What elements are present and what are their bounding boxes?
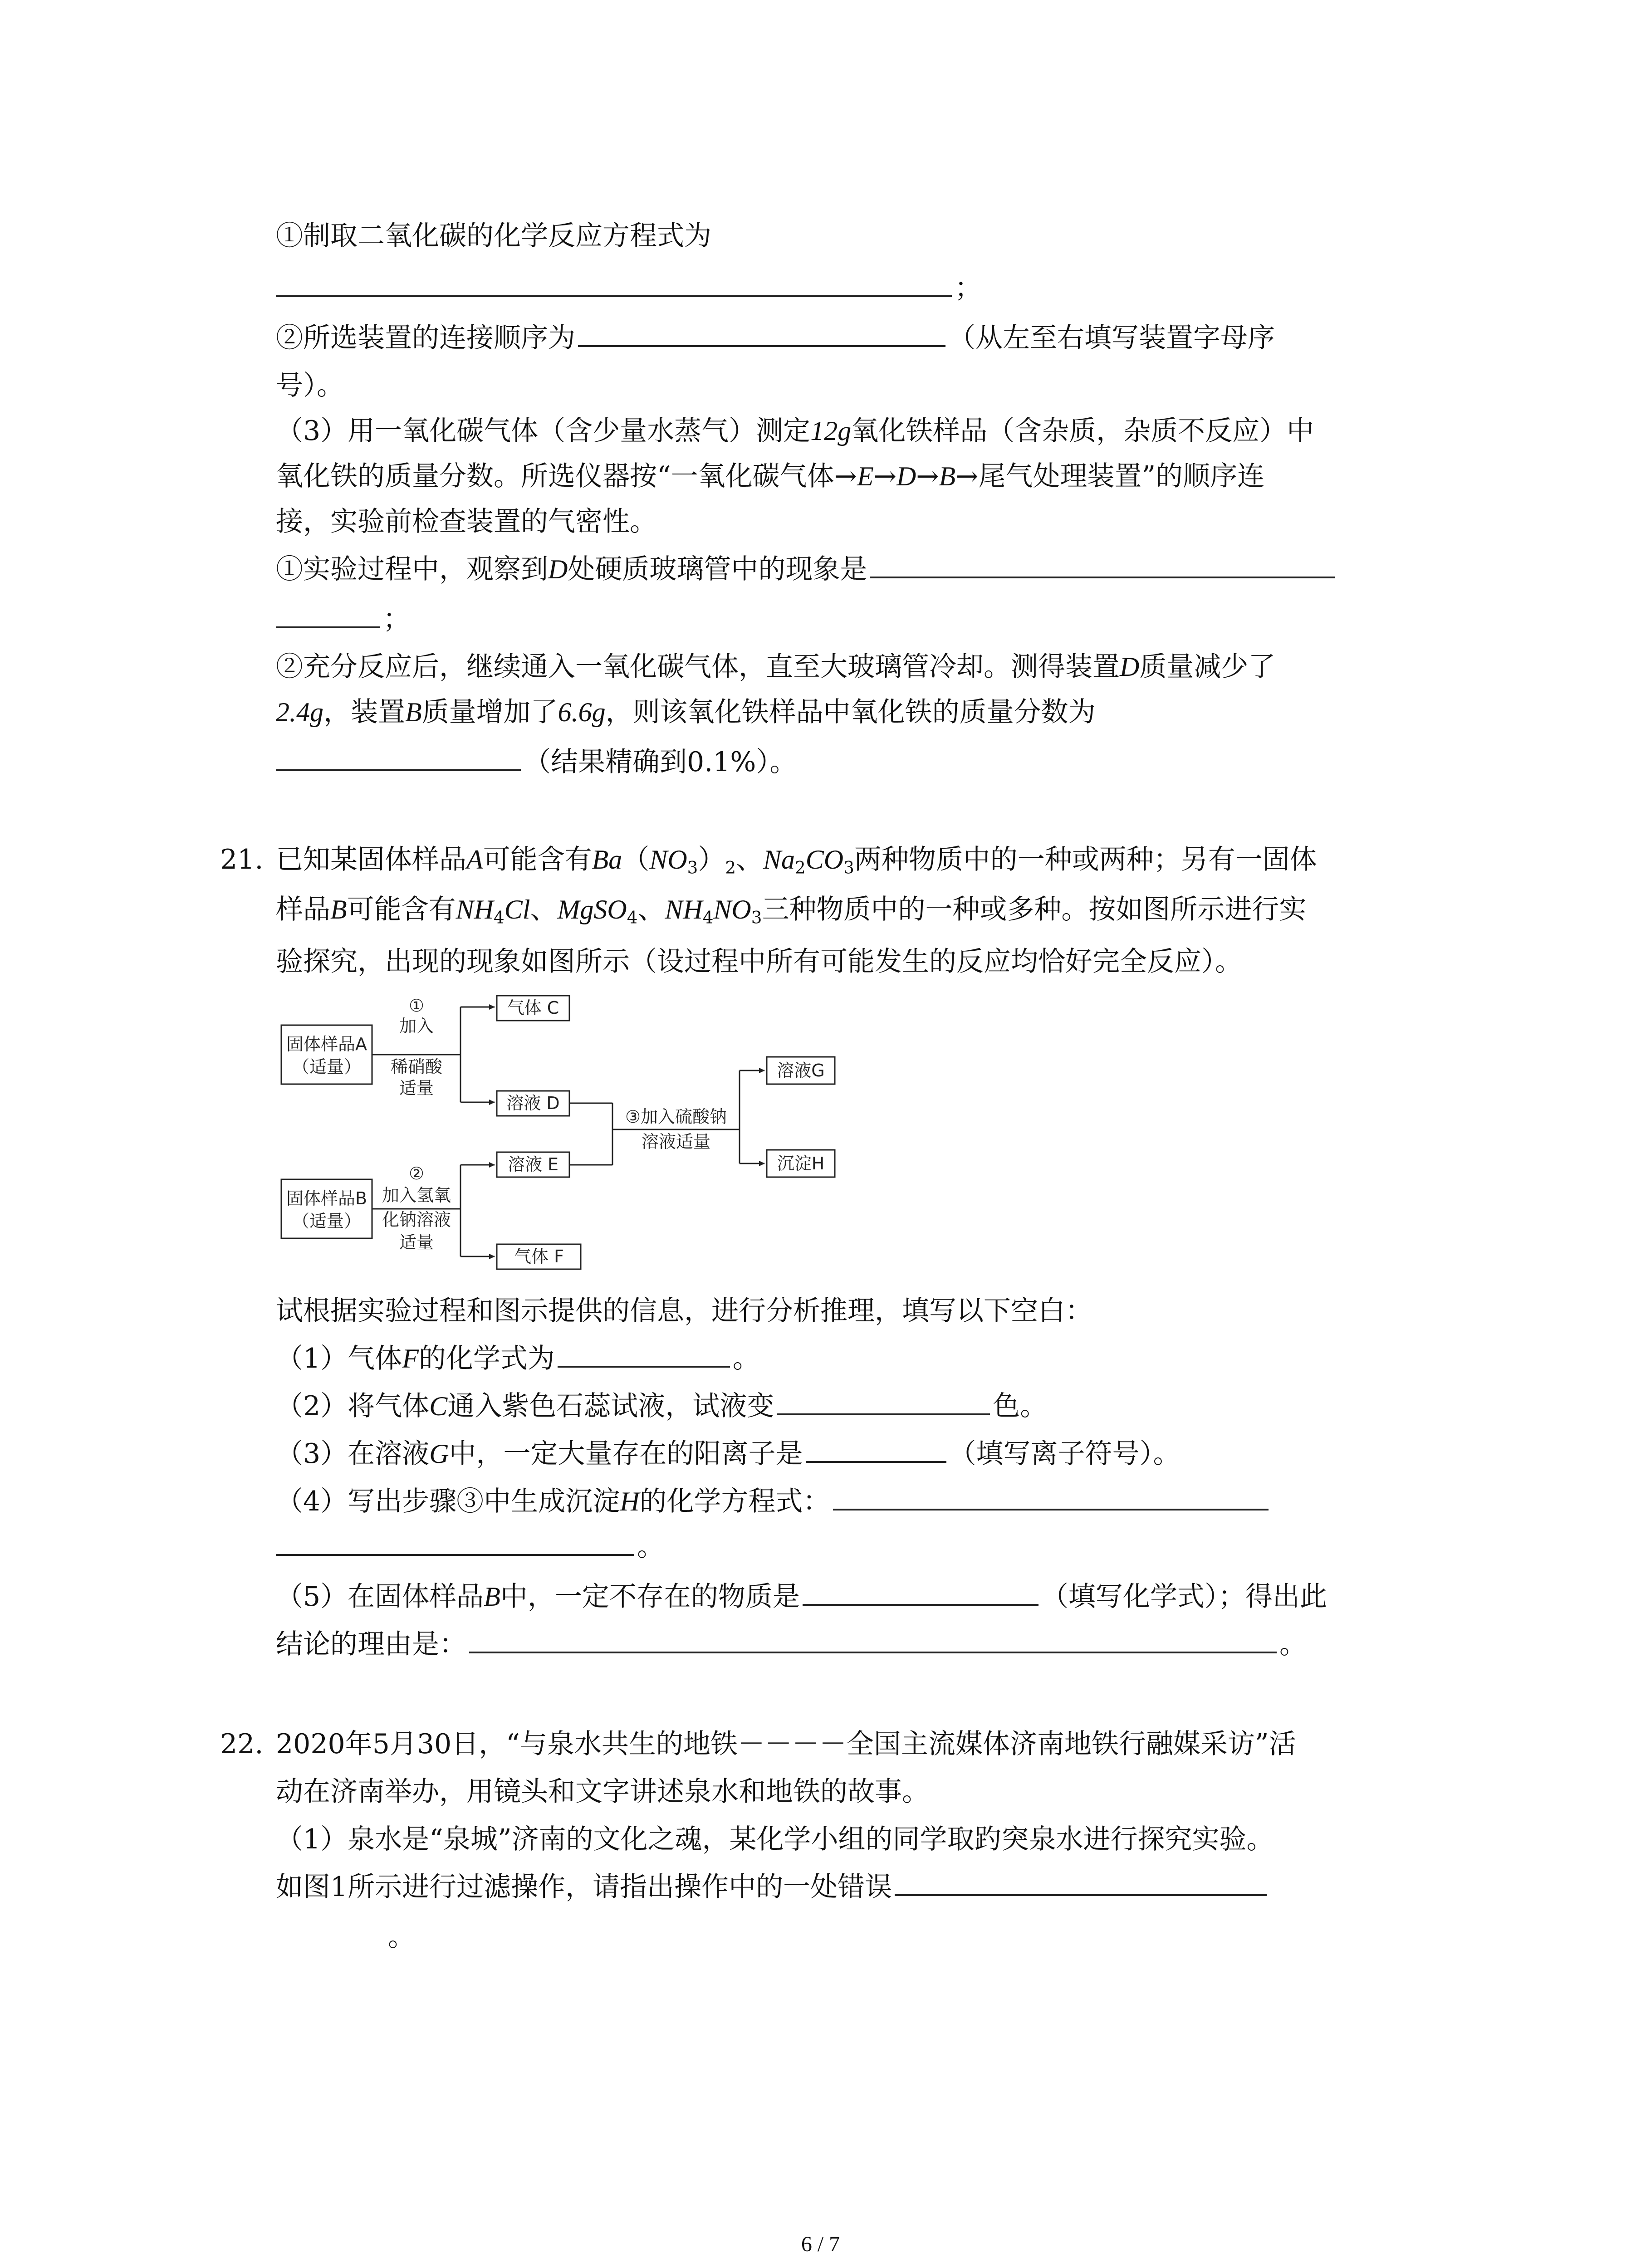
q21-part-2: （2）将气体C通入紫色石蕊试液，试液变 色。 xyxy=(276,1390,1048,1422)
q21-part-5: （5）在固体样品B中，一定不存在的物质是 （填写化学式）；得出此 xyxy=(276,1581,1327,1613)
step3-label-1: ③加入硫酸钠 xyxy=(625,1107,727,1127)
answer-blank-phenomenon-cont[interactable] xyxy=(276,626,380,628)
q22-line-3: （1）泉水是“泉城”济南的文化之魂，某化学小组的同学取趵突泉水进行探究实验。 xyxy=(276,1823,1274,1855)
q21-part-4-cont: 。 xyxy=(276,1533,664,1560)
q21-part-3: （3）在溶液G中，一定大量存在的阳离子是 （填写离子符号）。 xyxy=(276,1438,1181,1470)
gas-c-label: 气体 C xyxy=(507,998,559,1018)
step2-label-3: 化钠溶液 xyxy=(382,1210,451,1230)
q20-line-9: ； xyxy=(276,606,410,633)
solution-e-label: 溶液 E xyxy=(507,1154,559,1174)
answer-blank-equation[interactable] xyxy=(276,295,952,297)
precipitate-h-label: 沉淀H xyxy=(777,1154,825,1173)
q20-line-3: ②所选装置的连接顺序为 （从左至右填写装置字母序 xyxy=(276,322,1275,354)
sample-b-label-2: （适量） xyxy=(292,1211,362,1231)
answer-blank-absent-substance[interactable] xyxy=(803,1603,1038,1606)
step2-label-4: 适量 xyxy=(399,1232,434,1252)
solution-g-label: 溶液G xyxy=(777,1061,825,1080)
q21-part-5-reason: 结论的理由是： 。 xyxy=(276,1628,1307,1660)
experiment-flow-diagram xyxy=(272,993,916,1284)
step1-label-1: ① xyxy=(408,996,425,1016)
answer-blank-cation[interactable] xyxy=(806,1461,946,1463)
answer-blank-equation-h[interactable] xyxy=(833,1508,1269,1510)
q20-line-8: ①实验过程中，观察到D处硬质玻璃管中的现象是 xyxy=(276,556,1337,583)
sample-a-label-2: （适量） xyxy=(292,1057,362,1077)
answer-blank-gas-f[interactable] xyxy=(558,1365,730,1368)
step2-label-2: 加入氢氧 xyxy=(382,1185,451,1205)
q20-line-10: ②充分反应后，继续通入一氧化碳气体，直至大玻璃管冷却。测得装置D质量减少了 xyxy=(276,651,1276,683)
q20-line-2: ； xyxy=(276,274,982,302)
sample-a-label-1: 固体样品A xyxy=(286,1034,367,1054)
q20-line-7: 接，实验前检查装置的气密性。 xyxy=(276,506,657,538)
q21-part-1: （1）气体F的化学式为 。 xyxy=(276,1343,760,1374)
question-number: 21. xyxy=(220,844,264,875)
q21-line-1: 21. 已知某固体样品A可能含有$Ba(NO_3)_2$、$Na_2CO_3$两种物质中的一种或两种；另有一固体 xyxy=(220,844,1317,878)
answer-blank-color[interactable] xyxy=(777,1413,990,1415)
step1-label-2: 加入 xyxy=(399,1016,434,1036)
step1-label-4: 适量 xyxy=(399,1078,434,1098)
page-number: 6 / 7 xyxy=(801,2232,840,2256)
answer-blank-reason[interactable] xyxy=(469,1651,1277,1653)
q21-part-4: （4）写出步骤③中生成沉淀H的化学方程式： xyxy=(276,1488,1271,1515)
q20-line-1: ①制取二氧化碳的化学反应方程式为 xyxy=(276,220,711,252)
q20-line-4: 号）。 xyxy=(276,370,344,401)
q21-line-3: 验探究，出现的现象如图所示（设过程中所有可能发生的反应均恰好完全反应）。 xyxy=(276,946,1242,978)
answer-blank-equation-h-cont[interactable] xyxy=(276,1554,634,1556)
q21-intro: 试根据实验过程和图示提供的信息，进行分析推理，填写以下空白： xyxy=(276,1295,1092,1327)
q21-line-2: 样品B可能含有$NH_4Cl$、MgSO$_4$、$NH_4NO_3$三种物质中的一种或多种。按如图所示进行实 xyxy=(276,894,1307,928)
answer-blank-phenomenon[interactable] xyxy=(870,576,1335,578)
q22-line-5: 。 xyxy=(388,1921,415,1953)
q22-line-2: 动在济南举办，用镜头和文字讲述泉水和地铁的故事。 xyxy=(276,1776,929,1808)
step3-label-2: 溶液适量 xyxy=(641,1132,711,1152)
q22-line-1: 22. 2020年5月30日，“与泉水共生的地铁－－－－全国主流媒体济南地铁行融媒采访”活 xyxy=(220,1728,1296,1760)
q20-line-12: （结果精确到0.1%）。 xyxy=(276,748,797,776)
step1-label-3: 稀硝酸 xyxy=(390,1057,443,1077)
q20-line-5: （3）用一氧化碳气体（含少量水蒸气）测定12g氧化铁样品（含杂质，杂质不反应）中 xyxy=(276,415,1314,447)
sample-b-label-1: 固体样品B xyxy=(286,1188,367,1208)
answer-blank-mass-fraction[interactable] xyxy=(276,769,521,771)
q20-line-11: 2.4g，装置B质量增加了6.6g，则该氧化铁样品中氧化铁的质量分数为 xyxy=(276,696,1096,728)
solution-d-label: 溶液 D xyxy=(506,1093,560,1113)
q20-line-6: 氧化铁的质量分数。所选仪器按“一氧化碳气体→E→D→B→尾气处理装置”的顺序连 xyxy=(276,460,1265,492)
step2-label-1: ② xyxy=(408,1163,425,1183)
answer-blank-filter-error[interactable] xyxy=(895,1894,1267,1896)
question-number: 22. xyxy=(220,1728,264,1760)
q22-line-4: 如图1所示进行过滤操作，请指出操作中的一处错误 xyxy=(276,1873,1269,1901)
answer-blank-order[interactable] xyxy=(578,345,945,347)
gas-f-label: 气体 F xyxy=(514,1246,564,1266)
